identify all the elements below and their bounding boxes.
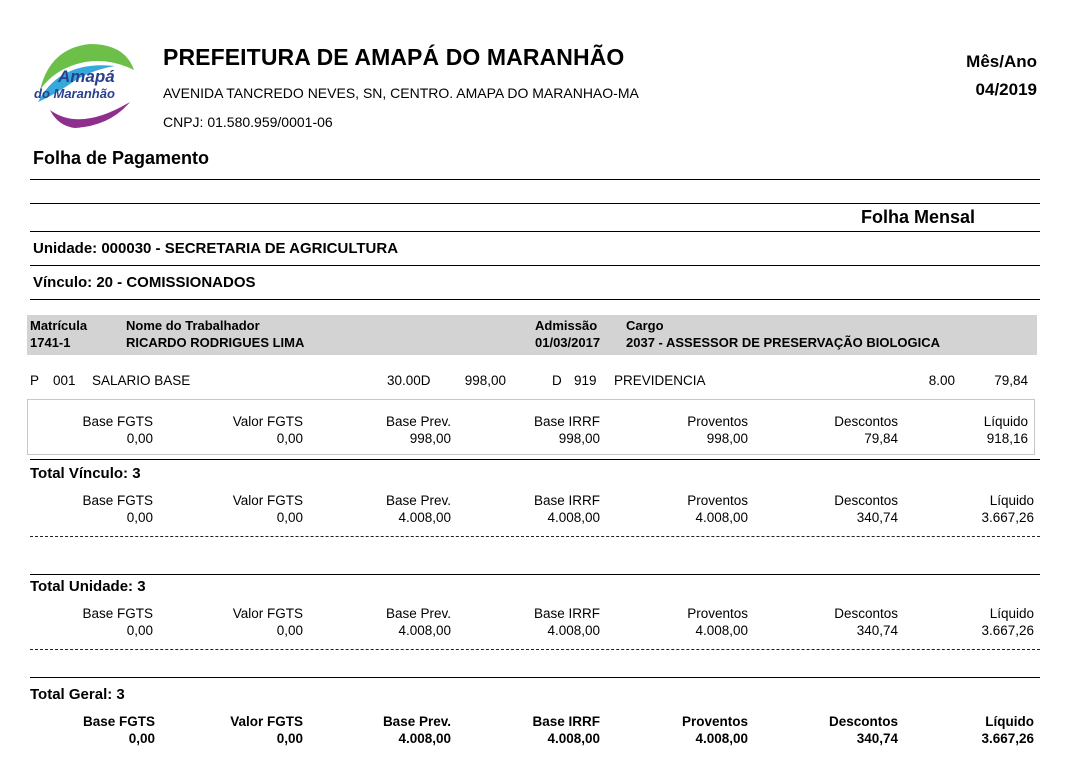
admissao-value: 01/03/2017 (535, 335, 601, 350)
desc-desc: PREVIDENCIA (614, 373, 706, 388)
tu-label-valor-fgts: Valor FGTS (232, 606, 303, 621)
cargo-value: 2037 - ASSESSOR DE PRESERVAÇÃO BIOLOGICA (626, 335, 940, 350)
summary-label-base-prev: Base Prev. (385, 414, 451, 429)
prov-value: 998,00 (464, 373, 506, 388)
divider (30, 265, 1040, 266)
tg-label-base-prev: Base Prev. (382, 714, 451, 729)
divider (30, 179, 1040, 180)
divider (30, 459, 1040, 460)
tg-label-base-fgts: Base FGTS (82, 714, 155, 729)
tg-label-liquido: Líquido (985, 714, 1034, 729)
org-cnpj: CNPJ: 01.580.959/0001-06 (163, 114, 333, 130)
tv-value-valor-fgts: 0,00 (276, 510, 303, 525)
summary-label-base-fgts: Base FGTS (82, 414, 153, 429)
summary-value-base-fgts: 0,00 (126, 431, 153, 446)
matricula-header: Matrícula (30, 318, 88, 333)
nome-header: Nome do Trabalhador (126, 318, 260, 333)
summary-label-descontos: Descontos (834, 414, 898, 429)
nome-value: RICARDO RODRIGUES LIMA (126, 335, 305, 350)
tg-value-base-fgts: 0,00 (128, 731, 155, 746)
summary-value-descontos: 79,84 (864, 431, 898, 446)
tg-label-descontos: Descontos (828, 714, 898, 729)
tg-label-proventos: Proventos (681, 714, 748, 729)
unit-label: Unidade: 000030 - SECRETARIA DE AGRICULTURA (33, 240, 399, 257)
tg-value-base-prev: 4.008,00 (398, 731, 451, 746)
tu-value-proventos: 4.008,00 (695, 623, 748, 638)
document-subtitle: Folha Mensal (860, 207, 975, 227)
prov-type: P (30, 373, 40, 388)
desc-code: 919 (574, 373, 597, 388)
tg-label-base-irrf: Base IRRF (532, 714, 600, 729)
tv-label-proventos: Proventos (687, 493, 748, 508)
total-geral-title: Total Geral: 3 (30, 686, 125, 703)
summary-label-base-irrf: Base IRRF (533, 414, 600, 429)
tv-value-proventos: 4.008,00 (695, 510, 748, 525)
prov-code: 001 (53, 373, 76, 388)
tu-label-liquido: Líquido (989, 606, 1034, 621)
summary-value-liquido: 918,16 (986, 431, 1028, 446)
tv-label-base-irrf: Base IRRF (533, 493, 600, 508)
tv-value-base-irrf: 4.008,00 (547, 510, 600, 525)
desc-ref: 8.00 (928, 373, 955, 388)
tg-value-descontos: 340,74 (856, 731, 898, 746)
tv-value-base-fgts: 0,00 (126, 510, 153, 525)
tg-value-base-irrf: 4.008,00 (547, 731, 600, 746)
org-address: AVENIDA TANCREDO NEVES, SN, CENTRO. AMAPA DO MARANHAO-MA (163, 85, 639, 101)
admissao-header: Admissão (535, 318, 598, 333)
desc-type: D (552, 373, 562, 388)
tv-value-liquido: 3.667,26 (981, 510, 1034, 525)
desc-value: 79,84 (994, 373, 1028, 388)
tg-value-liquido: 3.667,26 (981, 731, 1034, 746)
divider (30, 203, 1040, 204)
tu-label-base-fgts: Base FGTS (82, 606, 153, 621)
tv-label-descontos: Descontos (834, 493, 898, 508)
matricula-value: 1741-1 (30, 335, 71, 350)
tv-value-base-prev: 4.008,00 (398, 510, 451, 525)
summary-value-proventos: 998,00 (706, 431, 748, 446)
tv-value-descontos: 340,74 (856, 510, 898, 525)
summary-label-liquido: Líquido (983, 414, 1028, 429)
tg-value-valor-fgts: 0,00 (276, 731, 303, 746)
tv-label-liquido: Líquido (989, 493, 1034, 508)
period-value: 04/2019 (975, 80, 1037, 99)
tu-label-base-prev: Base Prev. (385, 606, 451, 621)
period-label: Mês/Ano (966, 52, 1037, 71)
logo-graphic (30, 40, 138, 130)
total-vinculo-title: Total Vínculo: 3 (30, 465, 141, 482)
summary-value-base-prev: 998,00 (409, 431, 451, 446)
dashed-divider (30, 536, 1040, 537)
summary-label-valor-fgts: Valor FGTS (232, 414, 303, 429)
tv-label-base-fgts: Base FGTS (82, 493, 153, 508)
tu-label-base-irrf: Base IRRF (533, 606, 600, 621)
tu-value-base-irrf: 4.008,00 (547, 623, 600, 638)
prov-ref: 30.00D (387, 373, 431, 388)
municipality-logo (30, 40, 138, 130)
tu-value-descontos: 340,74 (856, 623, 898, 638)
tu-label-proventos: Proventos (687, 606, 748, 621)
divider (30, 677, 1040, 678)
tu-label-descontos: Descontos (834, 606, 898, 621)
tg-value-proventos: 4.008,00 (695, 731, 748, 746)
tu-value-base-fgts: 0,00 (126, 623, 153, 638)
summary-value-base-irrf: 998,00 (558, 431, 600, 446)
tu-value-valor-fgts: 0,00 (276, 623, 303, 638)
tg-label-valor-fgts: Valor FGTS (230, 714, 303, 729)
tv-label-valor-fgts: Valor FGTS (232, 493, 303, 508)
document-title: Folha de Pagamento (33, 148, 210, 168)
cargo-header: Cargo (626, 318, 664, 333)
org-name: PREFEITURA DE AMAPÁ DO MARANHÃO (163, 44, 625, 70)
dashed-divider (30, 649, 1040, 650)
total-unidade-title: Total Unidade: 3 (30, 578, 146, 595)
divider (30, 299, 1040, 300)
tu-value-liquido: 3.667,26 (981, 623, 1034, 638)
logo-text-1: Amapá (58, 67, 115, 86)
divider (30, 231, 1040, 232)
divider (30, 574, 1040, 575)
logo-text-2: do Maranhão (34, 86, 115, 101)
summary-label-proventos: Proventos (687, 414, 748, 429)
tu-value-base-prev: 4.008,00 (398, 623, 451, 638)
prov-desc: SALARIO BASE (92, 373, 191, 388)
tv-label-base-prev: Base Prev. (385, 493, 451, 508)
summary-value-valor-fgts: 0,00 (276, 431, 303, 446)
vinculo-label: Vínculo: 20 - COMISSIONADOS (33, 274, 256, 291)
